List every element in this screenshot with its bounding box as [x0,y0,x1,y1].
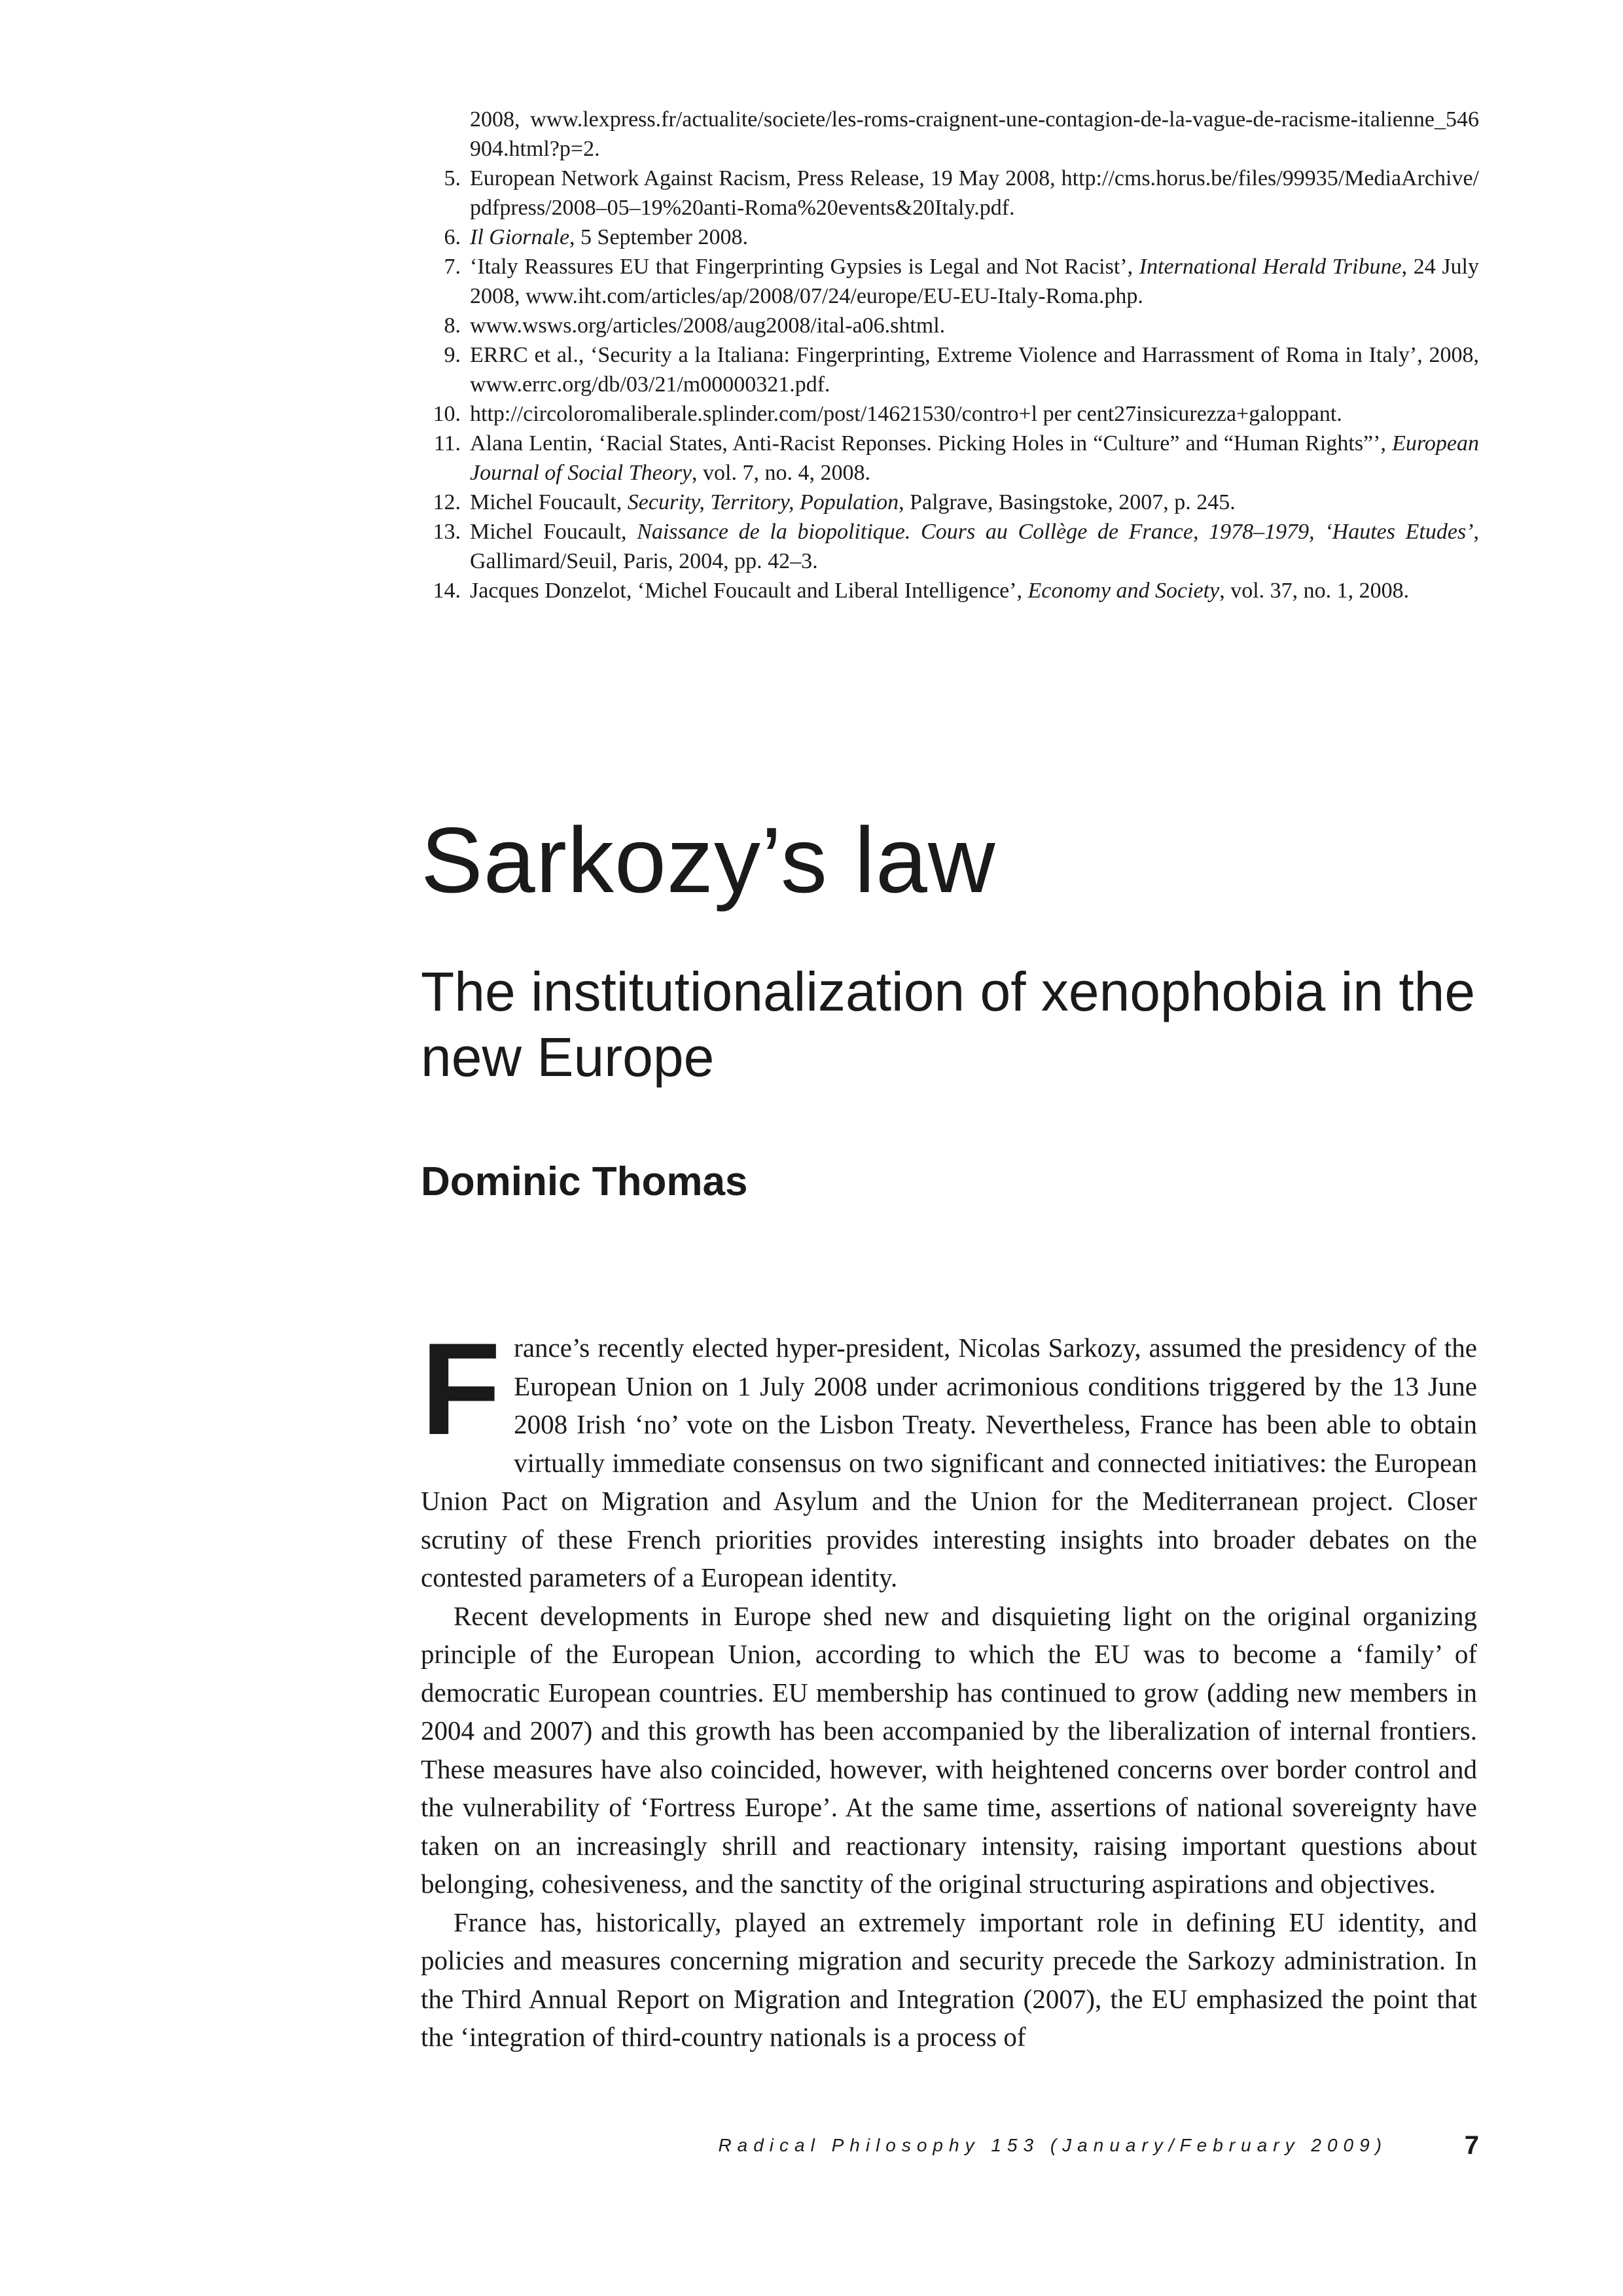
article-title: Sarkozy’s law [421,808,996,912]
endnote-italic: Naissance de la biopolitique. Cours au Collège de France, 1978–1979, ‘Hautes Etudes’ [637,520,1474,544]
endnote-number: 7. [444,255,461,279]
endnote-rest: , Gallimard/Seuil, Paris, 2004, pp. 42–3. [470,520,1480,573]
body-paragraph-3: France has, historically, played an extremely important role in defining EU identity, and policies and measures concerning migration and security precede the Sarkozy administration. In the Third Annual Report on Migration and Integration (2007), the EU emphasized the point that the ‘integration of third-country nationals is a process of [421,1907,1477,2052]
endnote-5 [423,164,1479,223]
endnote-rest: , 5 September 2008. [569,225,748,249]
endnote-14 [423,576,1479,605]
endnote-number: 14. [433,579,461,603]
endnote-text: http://circoloromaliberale.splinder.com/post/14621530/contro+l per cent27insicurezza+galoppant. [470,402,1342,426]
page-number: 7 [1464,2131,1479,2160]
endnote-pre: Alana Lentin, ‘Racial States, Anti-Racist Reponses. Picking Holes in “Culture” and “Human Rights”’, [470,431,1393,456]
endnote-number: 9. [444,343,461,367]
endnote-pre: Michel Foucault, [470,490,628,514]
article-author: Dominic Thomas [421,1159,748,1204]
endnote-italic: Security, Territory, Population [627,490,899,514]
endnote-10 [423,399,1479,429]
endnote-number: 10. [433,402,461,426]
endnote-text: European Network Against Racism, Press Release, 19 May 2008, http://cms.horus.be/files/99935/MediaArchive/pdfpress/2008–05–19%20anti-Roma%20events&20Italy.pdf. [470,166,1479,220]
endnote-7 [423,252,1479,311]
endnote-rest: , Palgrave, Basingstoke, 2007, p. 245. [899,490,1236,514]
body-paragraph-2: Recent developments in Europe shed new and disquieting light on the original organizing principle of the European Union, according to which the EU was to become a ‘family’ of democratic European countries. EU membership has continued to grow (adding new members in 2004 and 2007) and this growth has been accompanied by the liberalization of internal frontiers. These measures have also coincided, however, with heightened concerns over border control and the vulnerability of ‘Fortress Europe’. At the same time, assertions of national sovereignty have taken on an increasingly shrill and reactionary intensity, raising important questions about belonging, cohesiveness, and the sanctity of the original structuring aspirations and objectives. [421,1600,1477,1899]
article-subtitle: The institutionalization of xenophobia in the new Europe [421,961,1476,1088]
endnote-number: 6. [444,225,461,249]
endnote-italic: European Journal of Social Theory [470,431,1479,485]
endnote-italic: Il Giornale [470,225,570,249]
endnote-rest: , vol. 7, no. 4, 2008. [692,461,870,485]
endnote-text [470,223,1479,252]
endnote-rest: , vol. 37, no. 1, 2008. [1219,579,1410,603]
endnote-8 [423,311,1479,340]
endnote-text [470,576,1479,605]
drop-cap: F [421,1316,501,1462]
endnote-text [470,429,1479,488]
body-paragraph-1 [421,1316,1477,1597]
endnote-6 [423,223,1479,252]
endnote-text [470,488,1479,517]
endnote-continuation [423,105,1479,164]
endnote-text [470,517,1479,576]
endnote-12 [423,488,1479,517]
endnote-text: 2008, www.lexpress.fr/actualite/societe/les-roms-craignent-une-contagion-de-la-vague-de-racisme-italienne_546904.html?p=2. [470,107,1479,161]
endnote-rest: , 24 July 2008, www.iht.com/articles/ap/2008/07/24/europe/EU-EU-Italy-Roma.php. [470,255,1479,308]
endnote-number: 11. [433,431,461,456]
endnote-italic: International Herald Tribune [1139,255,1402,279]
endnote-text [470,252,1479,311]
endnote-9 [423,340,1479,399]
journal-citation: Radical Philosophy 153 (January/February 2009) [718,2135,1387,2155]
endnote-11 [423,429,1479,488]
endnote-pre: Jacques Donzelot, ‘Michel Foucault and Liberal Intelligence’, [470,579,1028,603]
endnote-number: 8. [444,314,461,338]
endnotes [423,105,1479,605]
endnote-text: www.wsws.org/articles/2008/aug2008/ital-a06.shtml. [470,314,946,338]
endnote-number: 12. [433,490,461,514]
paragraph-text: rance’s recently elected hyper-president, Nicolas Sarkozy, assumed the presidency of the European Union on 1 July 2008 under acrimonious conditions triggered by the 13 June 2008 Irish ‘no’ vote on the Lisbon Treaty. Nevertheless, France has been able to obtain virtually immediate consensus on two significant and connected initiatives: the European Union Pact on Migration and Asylum and the Union for the Mediterranean project. Closer scrutiny of these French priorities provides interesting insights into broader debates on the contested parameters of a European identity. [421,1333,1477,1592]
endnote-text: ERRC et al., ‘Security a la Italiana: Fingerprinting, Extreme Violence and Harrassment of Roma in Italy’, 2008, www.errc.org/db/03/21/m00000321.pdf. [470,343,1479,397]
endnote-pre: Michel Foucault, [470,520,637,544]
endnote-number: 13. [433,520,461,544]
endnote-pre: ‘Italy Reassures EU that Fingerprinting Gypsies is Legal and Not Racist’, [470,255,1139,279]
endnote-number: 5. [444,166,461,190]
article-body [421,1316,1477,2056]
endnote-italic: Economy and Society [1027,579,1220,603]
endnote-13 [423,517,1479,576]
